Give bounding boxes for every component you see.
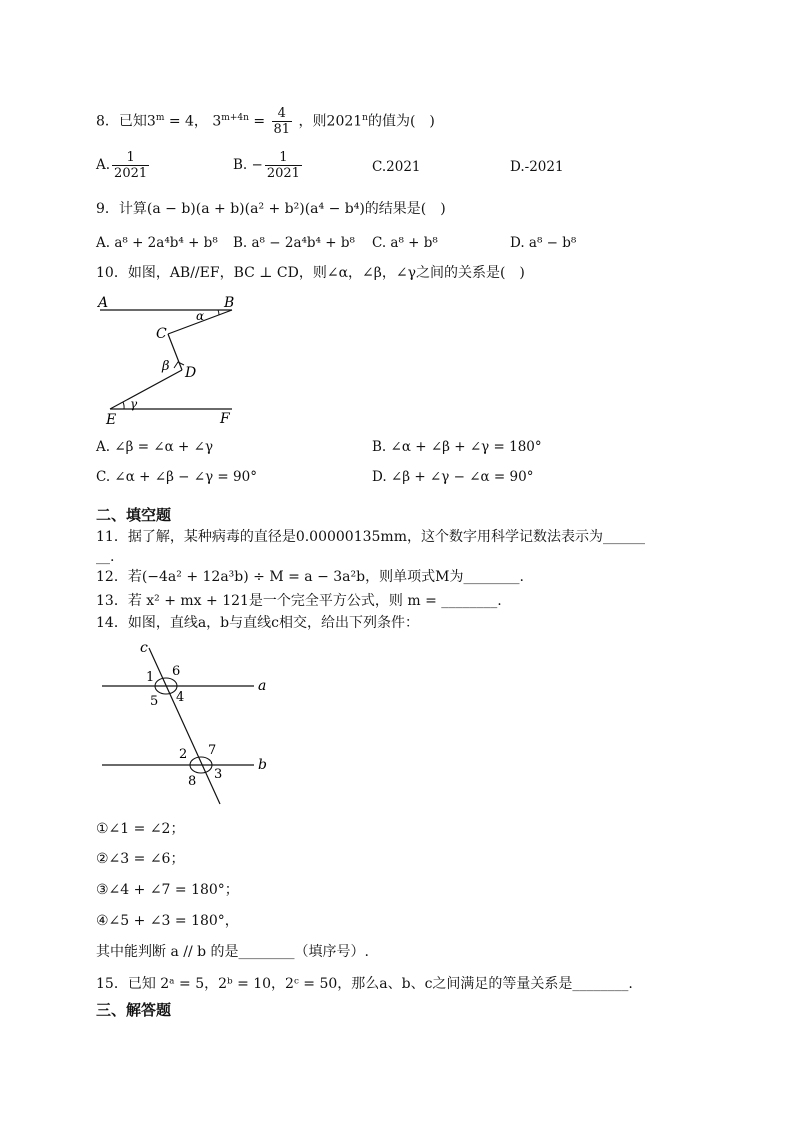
q8-fraction: $\frac{4}{81}$ [273,106,291,137]
q14-angle-1: 1 [146,670,155,685]
section-2-heading: 二、填空题 [96,506,172,524]
q10-label-a: A [98,295,109,311]
q14-question: 其中能判断 a // b 的是________（填序号）. [96,944,369,960]
q14-stem: 14．如图，直线a，b与直线c相交，给出下列条件： [96,615,419,631]
q12-stem: 12．若(−4a² + 12a³b) ÷ M = a − 3a²b，则单项式M为________. [96,569,524,585]
q10-label-alpha: α [196,309,205,323]
q10-label-e: E [106,412,117,428]
q14-angle-8: 8 [188,774,197,789]
q14-angle-2: 2 [179,747,188,762]
q9-stem: 9．计算(a − b)(a + b)(a² + b²)(a⁴ − b⁴)的结果是( ) [96,201,446,217]
q10-option-b: B. ∠α + ∠β + ∠γ = 180° [372,439,542,455]
q11-line-1: 11．据了解，某种病毒的直径是0.00000135mm，这个数字用科学记数法表示为______ [96,529,645,545]
q14-label-b: b [258,757,267,773]
q14-label-a: a [258,678,267,694]
q14-angle-6: 6 [172,664,181,679]
q9-option-a: A. a⁸ + 2a⁴b⁴ + b⁸ [96,235,218,251]
q10-stem: 10．如图，AB//EF，BC ⊥ CD，则∠α，∠β，∠γ之间的关系是( ) [96,265,525,281]
q10-label-b: B [224,295,235,311]
q8-option-d: D.-2021 [510,159,564,175]
q14-condition-4: ④∠5 + ∠3 = 180°， [96,913,239,929]
q10-figure [96,290,246,432]
q8-stem: 8．已知$3^m = 4$， $3^{m+4n}$ = $\frac{4}{81}$ ，则2021$^n$的值为( ) [96,106,435,137]
q13-stem: 13．若 x² + mx + 121是一个完全平方公式，则 m = ________. [96,593,502,609]
q14-condition-1: ①∠1 = ∠2； [96,821,185,837]
q8-option-b: B. − $\frac{1}{2021}$ [233,150,300,181]
q11-line-2: __. [96,549,115,565]
q14-angle-7: 7 [208,743,217,758]
q8-option-c: C.2021 [372,159,421,175]
q9-option-c: C. a⁸ + b⁸ [372,235,438,251]
q10-label-beta: β [162,359,170,374]
q9-option-d: D. a⁸ − b⁸ [510,235,577,251]
section-3-heading: 三、解答题 [96,1001,172,1019]
q8-option-a: A. $\frac{1}{2021}$ [96,150,148,181]
q14-angle-3: 3 [214,767,223,782]
q10-option-c: C. ∠α + ∠β − ∠γ = 90° [96,469,257,485]
q10-label-f: F [220,411,230,427]
q10-option-d: D. ∠β + ∠γ − ∠α = 90° [372,469,534,485]
q9-option-b: B. a⁸ − 2a⁴b⁴ + b⁸ [233,235,355,251]
q10-option-a: A. ∠β = ∠α + ∠γ [96,439,214,455]
q14-label-c: c [140,640,148,656]
q10-label-gamma: γ [130,397,138,411]
q14-condition-3: ③∠4 + ∠7 = 180°； [96,882,239,898]
q10-label-c: C [156,326,167,342]
q15-stem: 15．已知 2ᵃ = 5，2ᵇ = 10，2ᶜ = 50，那么a、b、c之间满足的等量关系是________. [96,976,633,992]
q14-condition-2: ②∠3 = ∠6； [96,851,185,867]
q14-figure [96,638,276,810]
q14-angle-5: 5 [150,694,159,709]
q14-angle-4: 4 [176,690,185,705]
q10-label-d: D [185,365,197,381]
